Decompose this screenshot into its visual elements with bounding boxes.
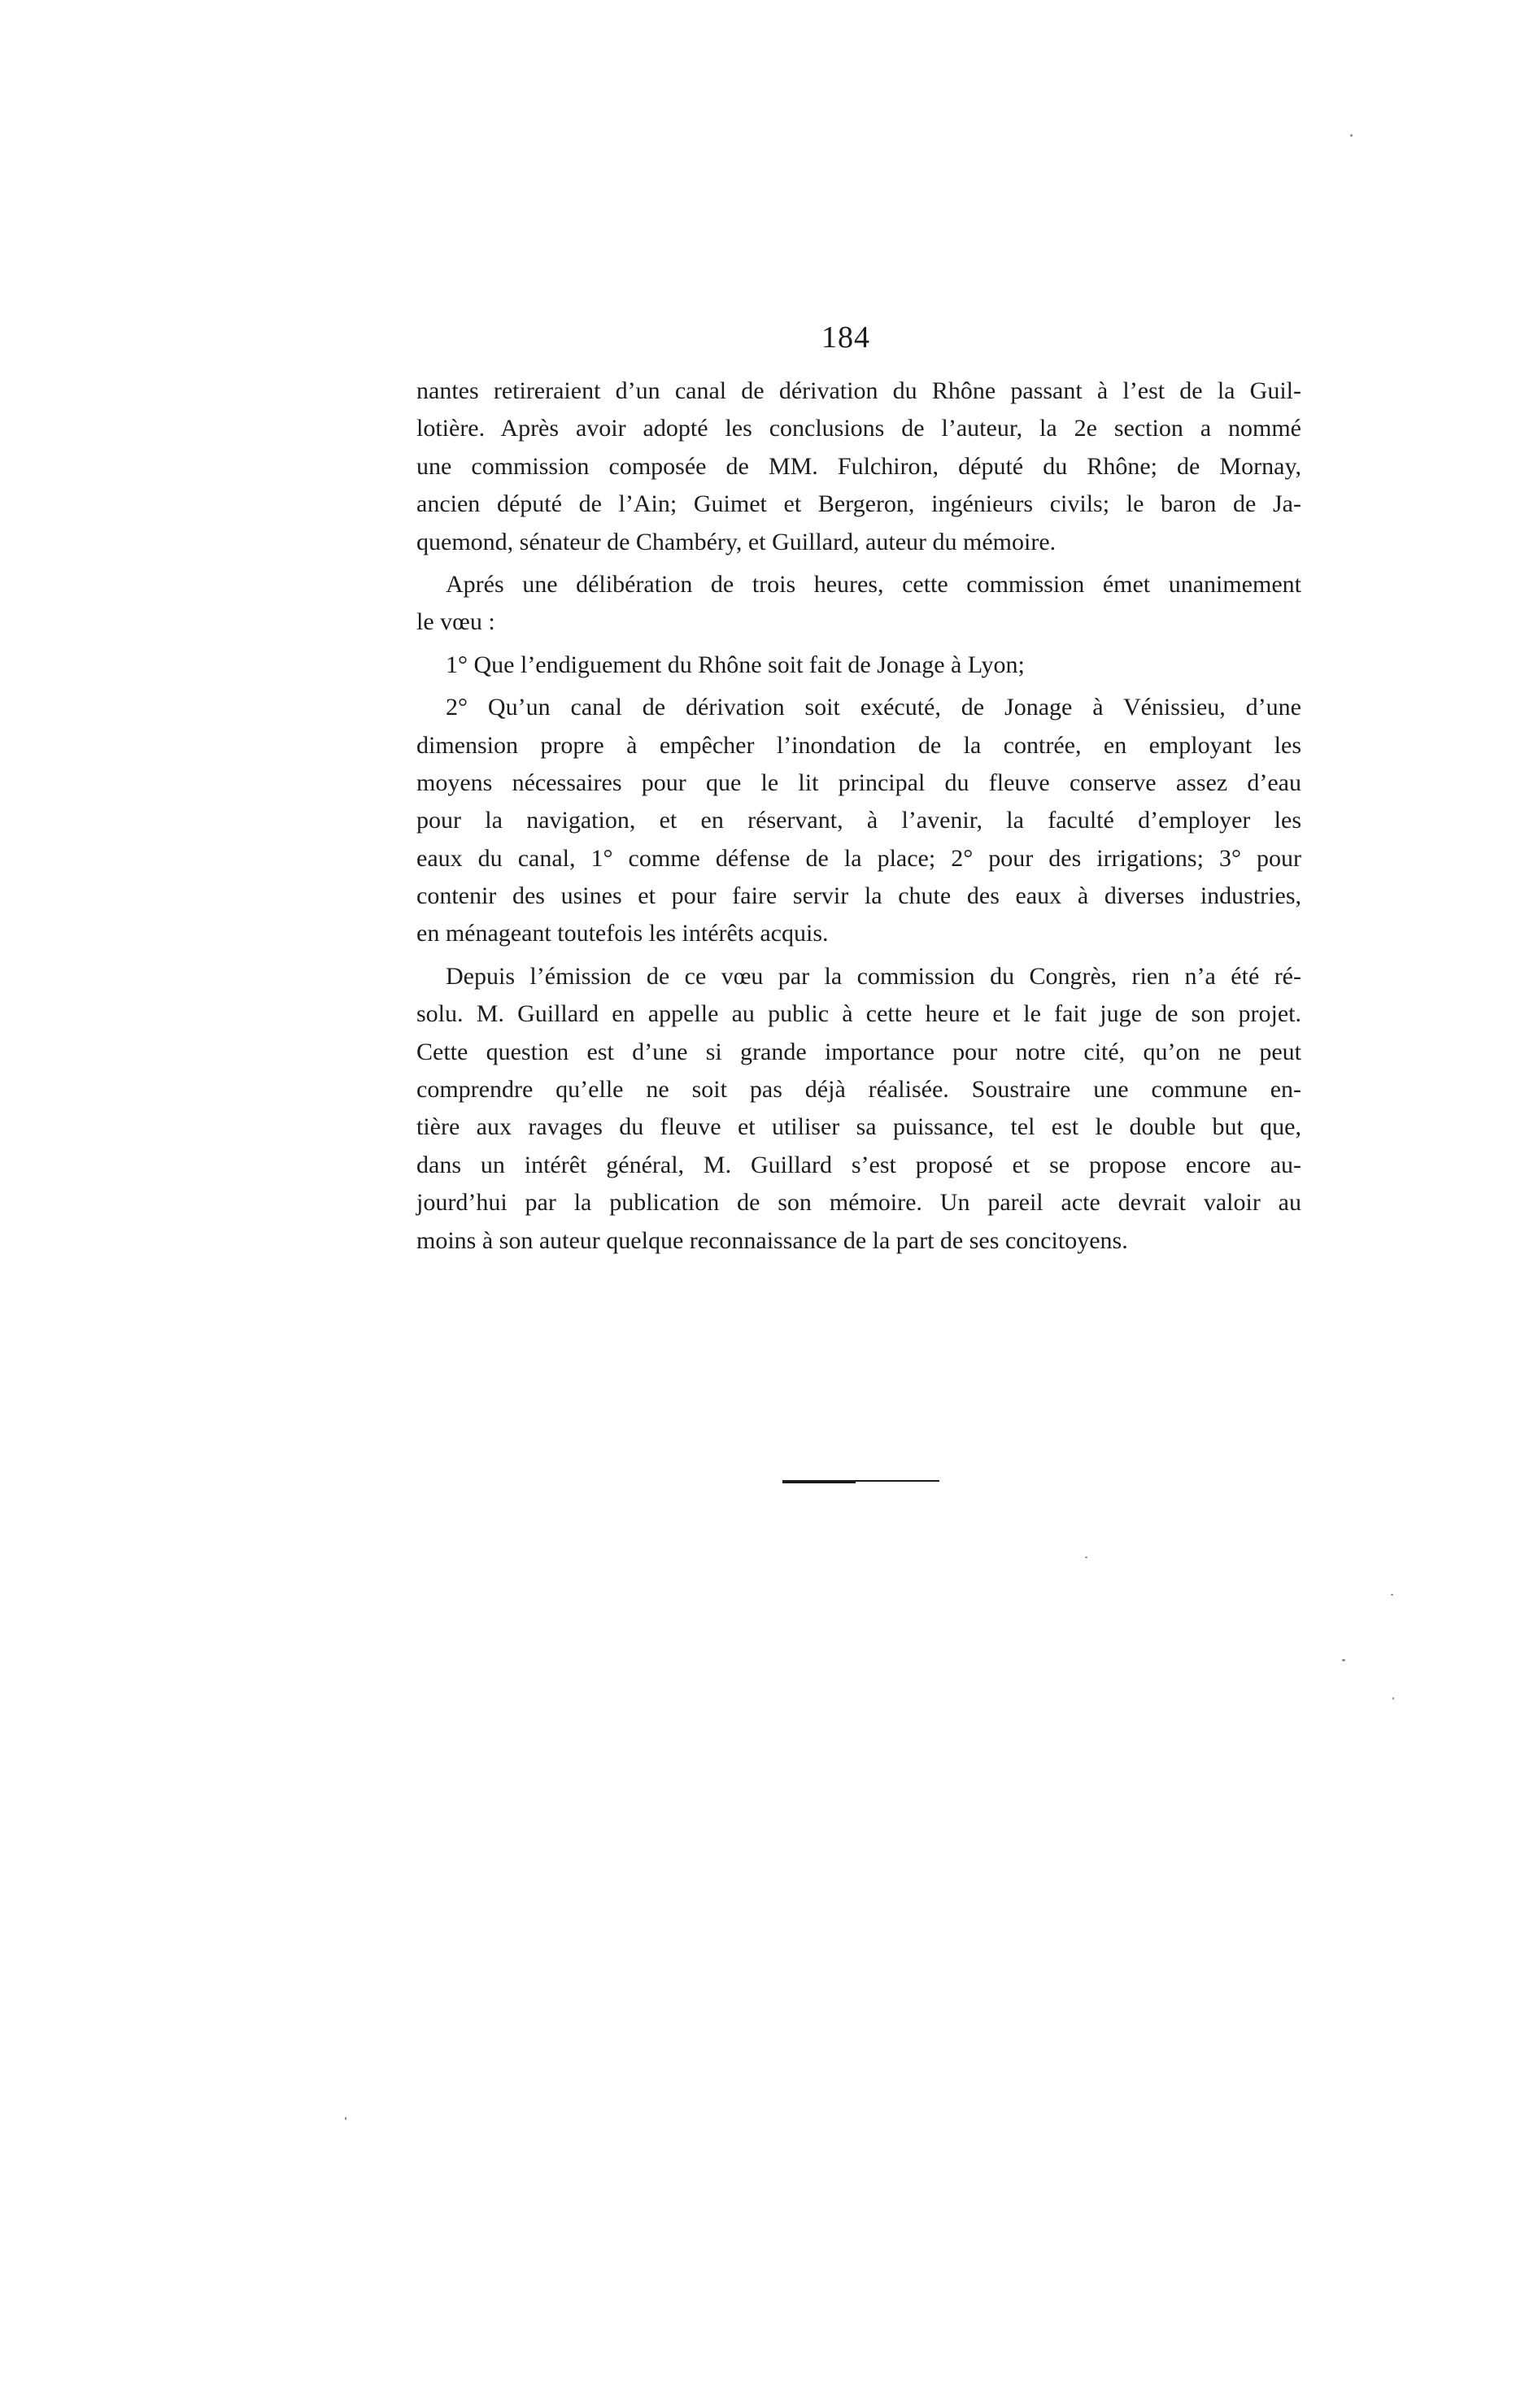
text-line: tière aux ravages du fleuve et utiliser sa puissance, tel est le double but que, [416,1113,1301,1141]
paper-speck [1085,1557,1087,1558]
text-line: contenir des usines et pour faire servir la chute des eaux à diverses industries, [416,882,1301,910]
text-line: moyens nécessaires pour que le lit principal du fleuve conserve assez d’eau [416,769,1301,796]
text-line: Cette question est d’une si grande importance pour notre cité, qu’on ne peut [416,1038,1301,1065]
text-line: 1° Que l’endiguement du Rhône soit fait de Jonage à Lyon; [446,651,1025,678]
text-line: comprendre qu’elle ne soit pas déjà réalisée. Soustraire une commune en- [416,1076,1301,1104]
text-line: pour la navigation, et en réservant, à l’avenir, la faculté d’employer les [416,807,1301,834]
text-line: en ménageant toutefois les intérêts acquis. [416,920,829,947]
paper-speck [1391,1594,1393,1596]
text-line: nantes retireraient d’un canal de dérivation du Rhône passant à l’est de la Guil- [416,377,1301,404]
text-line: Aprés une délibération de trois heures, cette commission émet unanimement [446,570,1301,598]
text-line: une commission composée de MM. Fulchiron, député du Rhône; de Mornay, [416,452,1301,480]
paper-speck [1342,1659,1345,1661]
paper-speck [1392,1697,1394,1700]
text-line: ancien député de l’Ain; Guimet et Bergeron, ingénieurs civils; le baron de Ja- [416,490,1301,518]
text-line: jourd’hui par la publication de son mémoire. Un pareil acte devrait valoir au [416,1189,1301,1217]
text-line: eaux du canal, 1° comme défense de la place; 2° pour des irrigations; 3° pour [416,844,1301,872]
text-line: solu. M. Guillard en appelle au public à cette heure et le fait juge de son projet. [416,1000,1301,1028]
text-line: quemond, sénateur de Chambéry, et Guillard, auteur du mémoire. [416,528,1057,555]
end-rule [782,1480,939,1482]
body-text [416,372,1301,1260]
text-line: Depuis l’émission de ce vœu par la commission du Congrès, rien n’a été ré- [446,962,1301,990]
text-line: dimension propre à empêcher l’inondation de la contrée, en employant les [416,731,1301,759]
text-line: 2° Qu’un canal de dérivation soit exécuté, de Jonage à Vénissieu, d’une [446,694,1301,721]
page-number: 184 [821,320,870,355]
text-line: moins à son auteur quelque reconnaissance de la part de ses concitoyens. [416,1226,1128,1254]
text-line: lotière. Après avoir adopté les conclusions de l’auteur, la 2e section a nommé [416,415,1301,442]
text-line: dans un intérêt général, M. Guillard s’est proposé et se propose encore au- [416,1151,1301,1178]
paper-speck [345,2117,346,2120]
paper-speck [1350,134,1353,137]
text-line: le vœu : [416,608,495,636]
